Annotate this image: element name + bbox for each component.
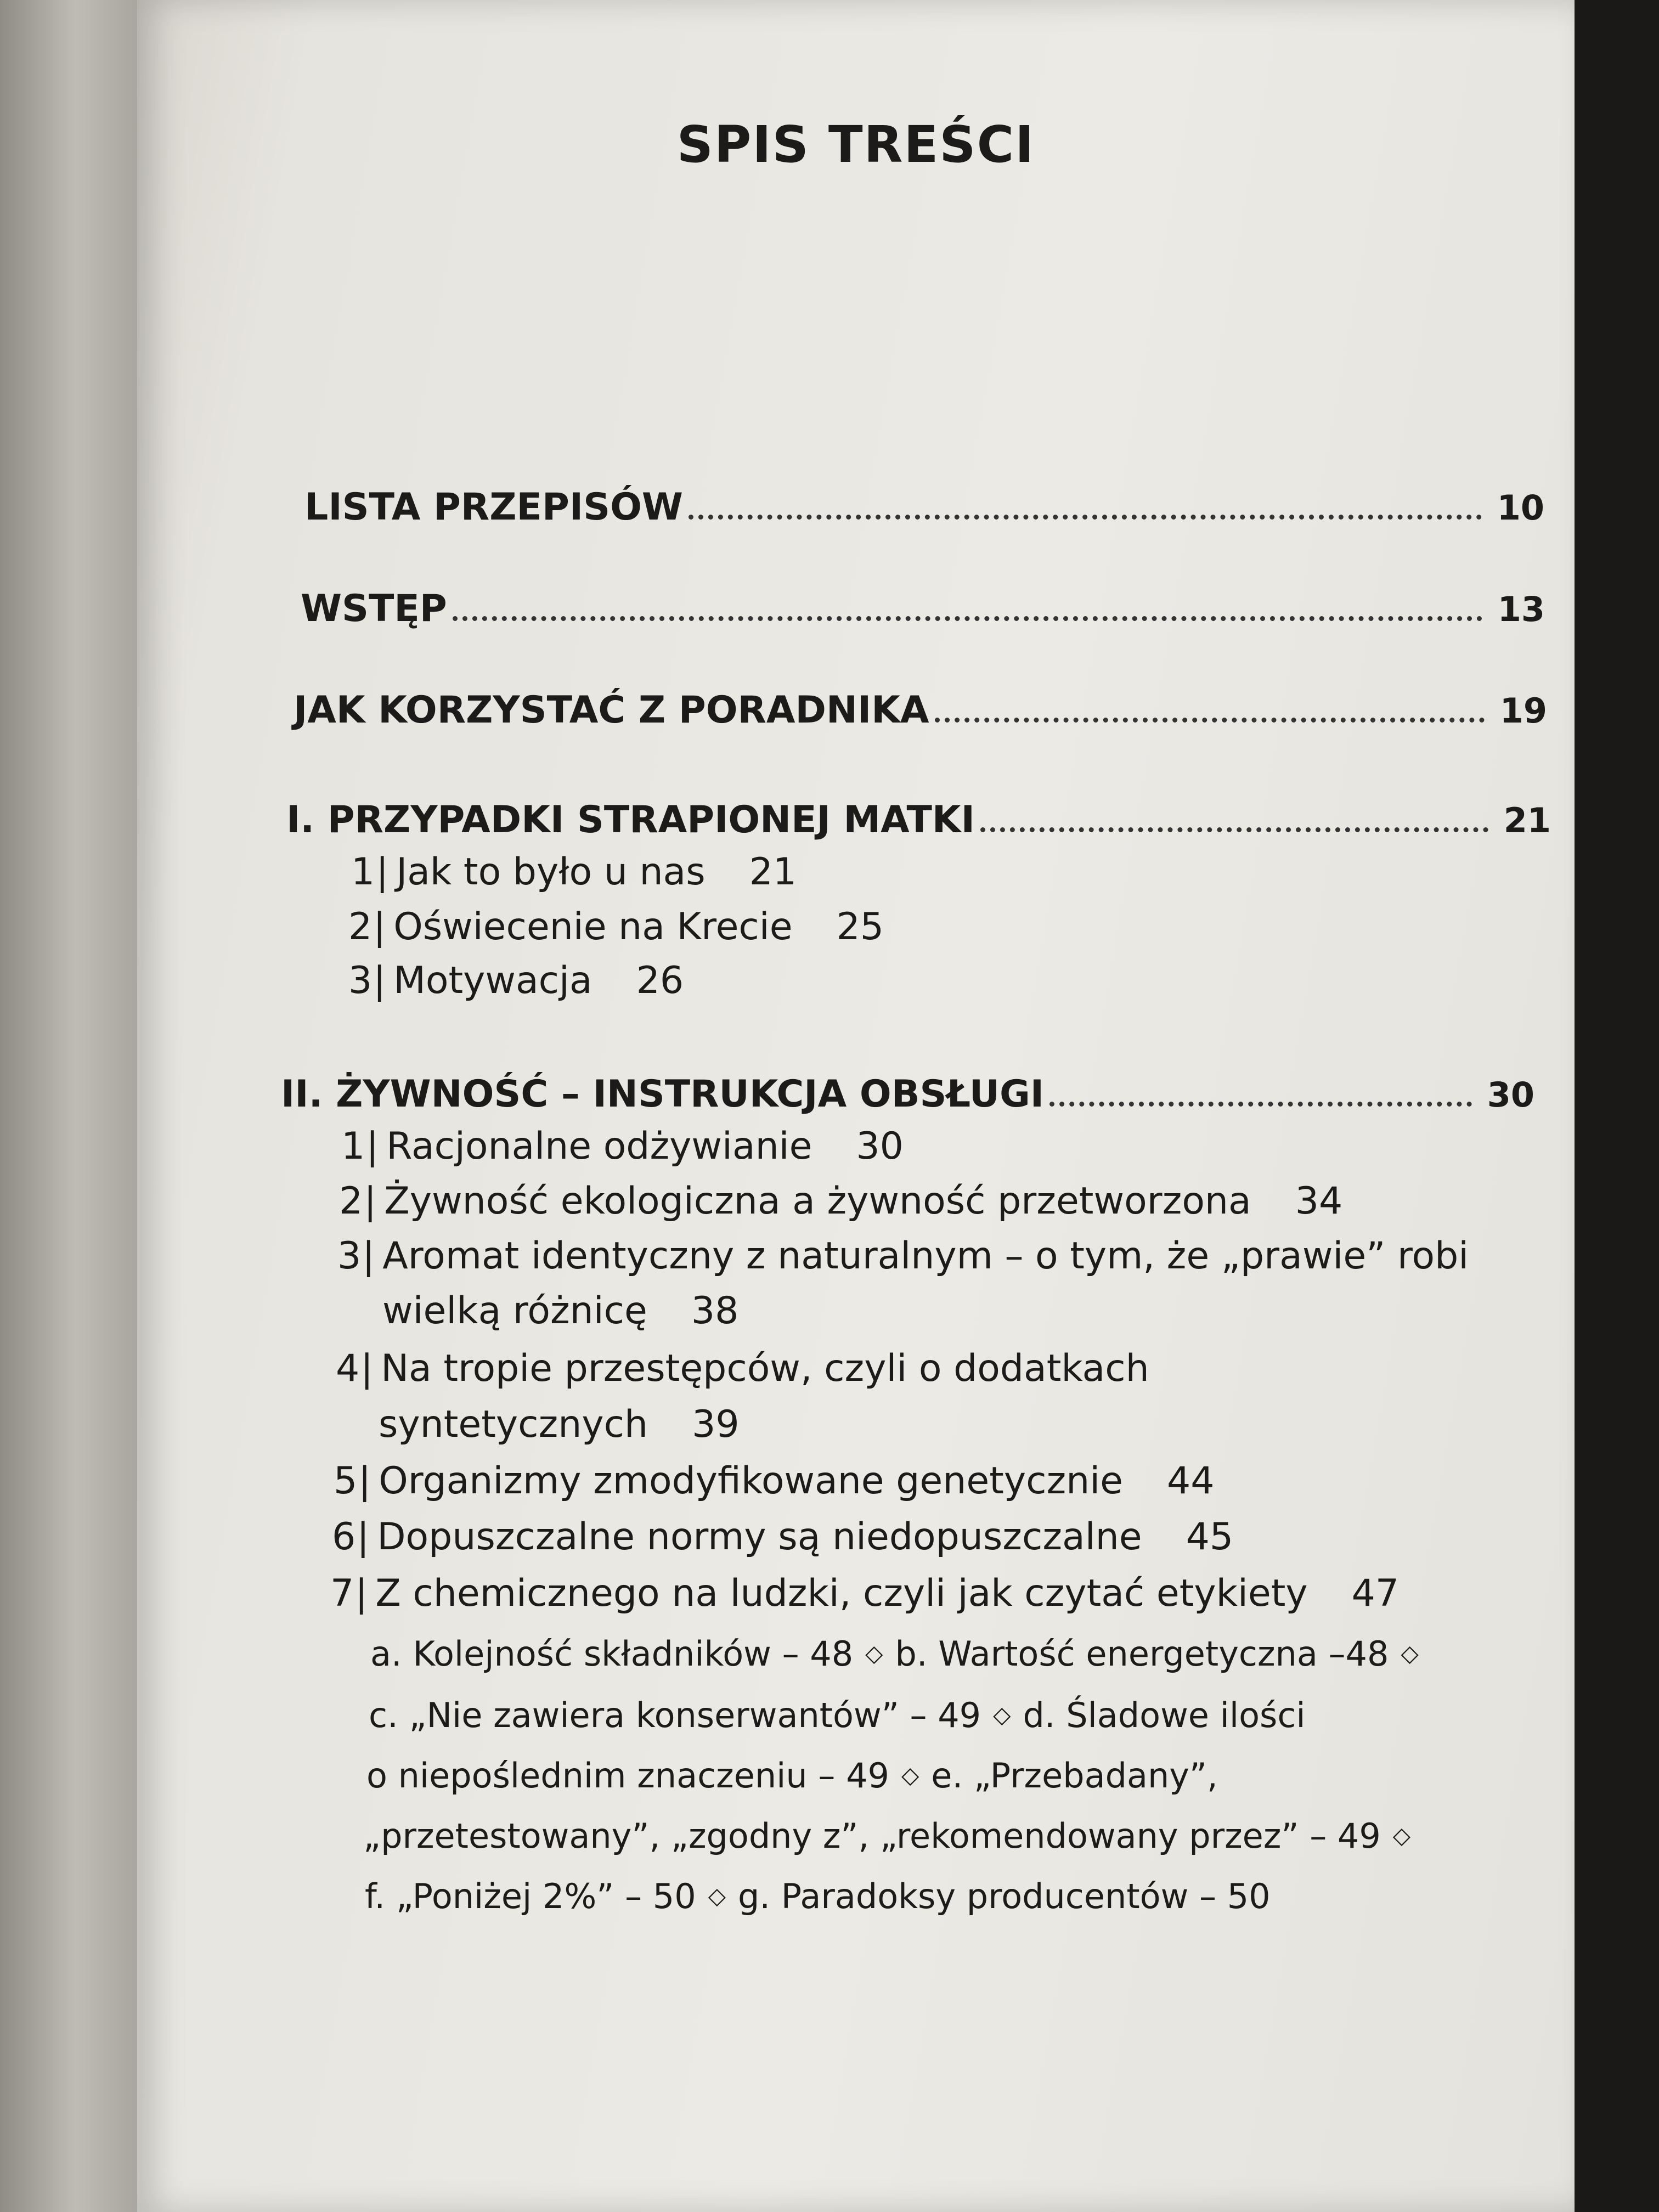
toc-entry-label: JAK KORZYSTAĆ Z PORADNIKA (294, 689, 929, 732)
toc-item: 5| Organizmy zmodyfikowane genetycznie 44 (334, 1459, 1215, 1503)
toc-subitem-line: a. Kolejność składników – 48 ◇ b. Wartość energetyczna –48 ◇ (370, 1634, 1419, 1674)
dot-leader (980, 827, 1488, 832)
toc-item-continuation: syntetycznych 39 (379, 1403, 740, 1446)
toc-item: 2| Żywność ekologiczna a żywność przetworzona 34 (339, 1180, 1343, 1223)
dot-leader (1049, 1102, 1472, 1107)
toc-item: 6| Dopuszczalne normy są niedopuszczalne 45 (332, 1515, 1234, 1559)
toc-subitem-line: f. „Poniżej 2%” – 50 ◇ g. Paradoksy producentów – 50 (365, 1876, 1271, 1916)
toc-entry-page: 10 (1497, 488, 1544, 528)
toc-entry-how-to-use (294, 689, 1547, 732)
toc-entry-label: LISTA PRZEPISÓW (304, 486, 683, 529)
toc-entry-page: 30 (1487, 1075, 1534, 1115)
toc-item: 7| Z chemicznego na ludzki, czyli jak czytać etykiety 47 (330, 1572, 1400, 1615)
toc-chapter-1 (286, 798, 1551, 842)
dot-leader (935, 718, 1485, 723)
toc-item: 3| Aromat identyczny z naturalnym – o tym, że „prawie” robi (337, 1234, 1469, 1278)
toc-item-continuation: wielką różnicę 38 (382, 1289, 739, 1333)
toc-entry-page: 21 (1503, 800, 1551, 840)
diamond-icon: ◇ (993, 1701, 1011, 1728)
toc-item: 1| Racjonalne odżywianie 30 (341, 1125, 904, 1168)
toc-subitem-line: o niepoślednim znaczeniu – 49 ◇ e. „Przebadany”, (366, 1756, 1218, 1796)
page-title: SPIS TREŚCI (676, 115, 1035, 174)
diamond-icon: ◇ (708, 1882, 726, 1909)
toc-subitem-line: c. „Nie zawiera konserwantów” – 49 ◇ d. Śladowe ilości (369, 1695, 1306, 1735)
toc-item: 2| Oświecenie na Krecie 25 (348, 905, 884, 949)
table-of-contents-page (137, 0, 1575, 2212)
diamond-icon: ◇ (865, 1640, 883, 1667)
previous-page-edge (0, 0, 137, 2212)
toc-item: 3| Motywacja 26 (348, 959, 684, 1002)
toc-chapter-2 (281, 1073, 1534, 1116)
diamond-icon: ◇ (1401, 1640, 1419, 1667)
toc-entry-label: II. ŻYWNOŚĆ – INSTRUKCJA OBSŁUGI (281, 1073, 1045, 1116)
toc-entry-introduction (301, 587, 1545, 630)
toc-entry-recipes (304, 486, 1544, 529)
diamond-icon: ◇ (1392, 1822, 1411, 1849)
toc-item: 1| Jak to było u nas 21 (351, 850, 797, 894)
toc-subitem-line: „przetestowany”, „zgodny z”, „rekomendowany przez” – 49 ◇ (363, 1816, 1411, 1856)
toc-entry-page: 19 (1499, 691, 1547, 731)
toc-entry-page: 13 (1497, 589, 1545, 629)
toc-entry-label: I. PRZYPADKI STRAPIONEJ MATKI (286, 798, 975, 842)
toc-item: 4| Na tropie przestępców, czyli o dodatkach (336, 1347, 1149, 1390)
dot-leader (689, 515, 1482, 520)
dot-leader (453, 616, 1482, 621)
diamond-icon: ◇ (901, 1762, 919, 1788)
toc-entry-label: WSTĘP (301, 587, 447, 630)
